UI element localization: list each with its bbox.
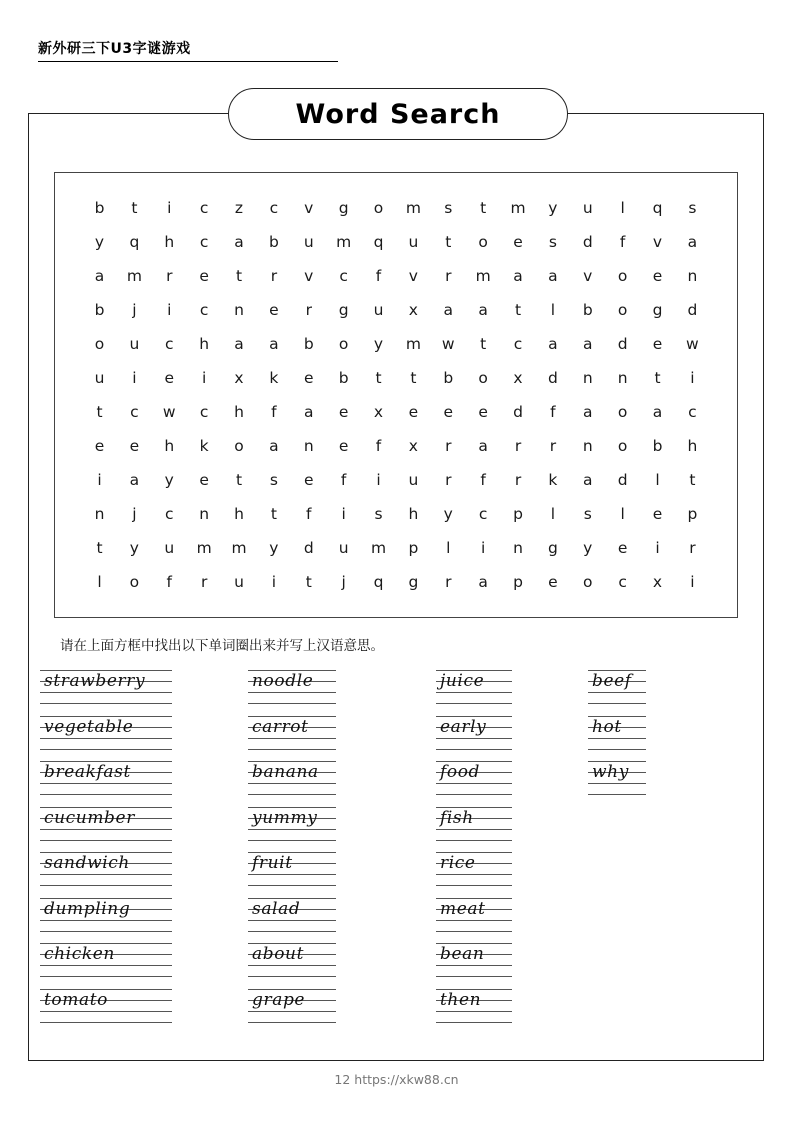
grid-cell[interactable]: a — [583, 335, 593, 353]
grid-cell[interactable]: d — [617, 471, 628, 489]
grid-cell[interactable]: m — [126, 267, 142, 285]
grid-cell[interactable]: u — [234, 573, 244, 591]
grid-cell[interactable]: t — [689, 471, 696, 489]
grid-cell[interactable]: x — [408, 437, 418, 455]
grid-cell[interactable]: n — [199, 505, 210, 523]
grid-cell[interactable]: a — [687, 233, 698, 251]
grid-cell[interactable]: u — [94, 369, 105, 387]
grid-row — [89, 463, 703, 497]
grid-cell[interactable]: m — [475, 267, 491, 285]
grid-row — [89, 395, 703, 429]
word-entry[interactable] — [436, 937, 588, 983]
grid-cell[interactable]: c — [339, 267, 348, 285]
grid-cell[interactable]: z — [234, 199, 244, 217]
word-entry[interactable] — [40, 801, 248, 847]
grid-cell[interactable]: b — [268, 233, 279, 251]
grid-cell[interactable]: f — [619, 233, 626, 251]
grid-cell[interactable]: y — [94, 233, 105, 251]
grid-cell[interactable]: r — [270, 267, 278, 285]
grid-cell[interactable]: d — [582, 233, 593, 251]
word-label: carrot — [252, 716, 309, 737]
word-entry[interactable] — [40, 983, 248, 1029]
word-entry[interactable] — [248, 846, 436, 892]
grid-cell[interactable]: y — [443, 505, 453, 523]
grid-cell[interactable]: u — [164, 539, 175, 557]
grid-cell[interactable]: b — [652, 437, 663, 455]
grid-row — [89, 429, 703, 463]
worksheet-title: Word Search — [295, 98, 501, 130]
document-header — [38, 38, 338, 62]
grid-cell[interactable]: u — [303, 233, 314, 251]
grid-cell[interactable]: e — [478, 403, 488, 421]
grid-cell[interactable]: g — [652, 301, 663, 319]
grid-cell[interactable]: c — [199, 199, 209, 217]
word-entry[interactable] — [436, 892, 588, 938]
grid-cell[interactable]: a — [583, 403, 593, 421]
grid-cell[interactable]: e — [338, 403, 349, 421]
grid-cell[interactable]: w — [162, 403, 176, 421]
word-label: chicken — [44, 944, 115, 964]
grid-cell[interactable]: c — [199, 403, 209, 421]
grid-cell[interactable]: x — [408, 301, 418, 319]
grid-cell[interactable]: n — [303, 437, 314, 455]
word-column — [588, 664, 728, 1028]
grid-row — [89, 293, 703, 327]
word-label: vegetable — [44, 716, 134, 737]
grid-cell[interactable]: k — [199, 437, 209, 455]
grid-row — [89, 497, 703, 531]
grid-row — [89, 225, 703, 259]
grid-cell[interactable]: t — [514, 301, 522, 319]
grid-cell[interactable]: o — [234, 437, 244, 455]
grid-cell[interactable]: o — [94, 335, 105, 353]
grid-cell[interactable]: i — [132, 369, 137, 387]
grid-cell[interactable]: e — [652, 267, 663, 285]
grid-cell[interactable]: m — [196, 539, 212, 557]
grid-cell[interactable]: e — [303, 471, 314, 489]
grid-cell[interactable]: c — [199, 301, 209, 319]
word-entry[interactable] — [248, 664, 436, 710]
word-entry[interactable] — [436, 983, 588, 1029]
grid-row — [89, 565, 703, 599]
grid-cell[interactable]: i — [97, 471, 102, 489]
word-entry[interactable] — [40, 664, 248, 710]
grid-cell[interactable]: a — [234, 233, 244, 251]
grid-cell[interactable]: d — [547, 369, 558, 387]
grid-cell[interactable]: i — [271, 573, 277, 591]
grid-cell[interactable]: l — [446, 539, 451, 557]
grid-cell[interactable]: c — [130, 403, 139, 421]
document-title: 新外研三下U3字谜游戏 — [38, 41, 191, 57]
word-entry[interactable] — [436, 755, 588, 801]
word-label: juice — [440, 671, 485, 691]
grid-cell[interactable]: e — [617, 539, 628, 557]
grid-row — [89, 259, 703, 293]
grid-cell[interactable]: e — [199, 267, 209, 285]
grid-cell[interactable]: i — [655, 539, 660, 557]
word-entry[interactable] — [436, 801, 588, 847]
grid-cell[interactable]: y — [164, 471, 174, 489]
word-entry[interactable] — [248, 801, 436, 847]
grid-cell[interactable]: a — [548, 335, 558, 353]
word-label: hot — [592, 716, 622, 737]
grid-cell[interactable]: o — [478, 233, 488, 251]
word-label: banana — [252, 762, 319, 782]
grid-cell[interactable]: o — [129, 573, 140, 591]
grid-cell[interactable]: r — [549, 437, 557, 455]
grid-cell[interactable]: s — [444, 199, 453, 217]
grid-cell[interactable]: t — [235, 267, 243, 285]
grid-cell[interactable]: o — [338, 335, 349, 353]
grid-cell[interactable]: v — [652, 233, 663, 251]
grid-cell[interactable]: c — [199, 233, 209, 251]
word-entry[interactable] — [40, 846, 248, 892]
word-entry[interactable] — [436, 846, 588, 892]
grid-cell[interactable]: o — [373, 199, 384, 217]
grid-cell[interactable]: h — [164, 233, 175, 251]
grid-cell[interactable]: s — [583, 505, 592, 523]
word-label: meat — [440, 898, 486, 919]
grid-cell[interactable]: m — [231, 539, 247, 557]
grid-cell[interactable]: t — [480, 199, 487, 217]
grid-cell[interactable]: x — [652, 573, 663, 591]
grid-cell[interactable]: m — [336, 233, 352, 251]
grid-cell[interactable]: a — [269, 437, 279, 455]
word-entry[interactable] — [248, 892, 436, 938]
grid-cell[interactable]: i — [376, 471, 381, 489]
page-footer: 12 https://xkw88.cn — [334, 1072, 459, 1087]
grid-cell[interactable]: u — [373, 301, 384, 319]
grid-cell[interactable]: l — [655, 471, 660, 489]
grid-cell[interactable]: j — [341, 573, 346, 591]
grid-cell[interactable]: c — [618, 573, 627, 591]
grid-cell[interactable]: w — [441, 335, 455, 353]
grid-cell[interactable]: b — [582, 301, 593, 319]
word-entry[interactable] — [248, 983, 436, 1029]
grid-cell[interactable]: u — [582, 199, 593, 217]
grid-cell[interactable]: e — [269, 301, 279, 319]
grid-cell[interactable]: n — [513, 539, 523, 557]
word-label: sandwich — [44, 853, 130, 873]
grid-cell[interactable]: i — [480, 539, 486, 557]
grid-cell[interactable]: u — [338, 539, 349, 557]
grid-row — [89, 327, 703, 361]
worksheet-title-badge — [228, 88, 568, 140]
word-label: cucumber — [44, 807, 135, 828]
word-list — [40, 664, 752, 1028]
word-entry[interactable] — [248, 755, 436, 801]
word-entry[interactable] — [436, 664, 588, 710]
word-label: salad — [252, 898, 301, 919]
grid-cell[interactable]: v — [408, 267, 418, 285]
grid-cell[interactable]: e — [164, 369, 175, 387]
grid-cell[interactable]: i — [690, 369, 695, 387]
grid-cell[interactable]: k — [548, 471, 558, 489]
grid-cell[interactable]: u — [408, 233, 419, 251]
grid-cell[interactable]: c — [688, 403, 697, 421]
grid-cell[interactable]: v — [304, 267, 314, 285]
grid-cell[interactable]: u — [129, 335, 140, 353]
grid-cell[interactable]: s — [688, 199, 697, 217]
grid-cell[interactable]: l — [620, 505, 625, 523]
grid-cell[interactable]: n — [582, 437, 593, 455]
grid-cell[interactable]: o — [617, 437, 628, 455]
grid-cell[interactable]: x — [234, 369, 244, 387]
grid-cell[interactable]: x — [513, 369, 523, 387]
grid-row — [89, 361, 703, 395]
grid-cell[interactable]: r — [305, 301, 312, 319]
grid-cell[interactable]: f — [375, 267, 382, 285]
grid-cell[interactable]: w — [686, 335, 699, 353]
word-entry[interactable] — [40, 937, 248, 983]
word-entry[interactable] — [588, 710, 728, 756]
grid-row — [89, 531, 703, 565]
grid-cell[interactable]: h — [234, 403, 244, 421]
grid-cell[interactable]: v — [304, 199, 314, 217]
word-label: why — [592, 762, 629, 782]
grid-cell[interactable]: a — [304, 403, 314, 421]
grid-cell[interactable]: m — [405, 335, 421, 353]
grid-cell[interactable]: f — [271, 403, 277, 421]
grid-cell[interactable]: l — [620, 199, 625, 217]
grid-cell[interactable]: e — [129, 437, 140, 455]
grid-cell[interactable]: f — [340, 471, 347, 489]
grid-cell[interactable]: i — [201, 369, 207, 387]
grid-cell[interactable]: u — [408, 471, 419, 489]
word-search-grid-box — [54, 172, 738, 618]
grid-cell[interactable]: a — [129, 471, 140, 489]
grid-cell[interactable]: r — [445, 471, 452, 489]
grid-cell[interactable]: a — [478, 301, 488, 319]
grid-cell[interactable]: y — [129, 539, 139, 557]
grid-cell[interactable]: k — [269, 369, 279, 387]
grid-cell[interactable]: s — [374, 505, 383, 523]
word-entry[interactable] — [248, 937, 436, 983]
grid-cell[interactable]: a — [234, 335, 244, 353]
grid-cell[interactable]: f — [550, 403, 556, 421]
grid-cell[interactable]: e — [199, 471, 209, 489]
grid-cell[interactable]: e — [94, 437, 105, 455]
grid-cell[interactable]: r — [689, 539, 696, 557]
word-entry[interactable] — [40, 710, 248, 756]
grid-cell[interactable]: h — [234, 505, 244, 523]
grid-cell[interactable]: a — [583, 471, 593, 489]
word-entry[interactable] — [40, 892, 248, 938]
grid-cell[interactable]: p — [513, 505, 523, 523]
grid-cell[interactable]: e — [652, 335, 663, 353]
grid-cell[interactable]: a — [478, 573, 488, 591]
grid-cell[interactable]: t — [235, 471, 243, 489]
grid-cell[interactable]: s — [548, 233, 557, 251]
grid-cell[interactable]: h — [199, 335, 210, 353]
grid-cell[interactable]: r — [514, 437, 522, 455]
grid-cell[interactable]: q — [652, 199, 663, 217]
grid-cell[interactable]: b — [94, 301, 105, 319]
grid-cell[interactable]: o — [617, 301, 628, 319]
word-label: bean — [440, 944, 485, 964]
grid-cell[interactable]: t — [410, 369, 417, 387]
word-label: grape — [252, 989, 306, 1010]
instruction-text: 请在上面方框中找出以下单词圈出来并写上汉语意思。 — [60, 638, 384, 654]
grid-cell[interactable]: q — [373, 233, 384, 251]
grid-cell[interactable]: t — [131, 199, 138, 217]
grid-cell[interactable]: f — [306, 505, 312, 523]
grid-cell[interactable]: d — [303, 539, 314, 557]
grid-cell[interactable]: t — [96, 539, 103, 557]
grid-cell[interactable]: e — [408, 403, 419, 421]
grid-cell[interactable]: j — [132, 505, 137, 523]
grid-cell[interactable]: h — [408, 505, 419, 523]
word-label: then — [440, 989, 482, 1010]
grid-cell[interactable]: b — [338, 369, 349, 387]
word-entry[interactable] — [436, 710, 588, 756]
grid-cell[interactable]: o — [617, 403, 628, 421]
grid-cell[interactable]: c — [269, 199, 279, 217]
grid-cell[interactable]: t — [654, 369, 661, 387]
word-search-grid[interactable] — [55, 173, 737, 617]
grid-cell[interactable]: m — [405, 199, 421, 217]
grid-cell[interactable]: r — [445, 437, 452, 455]
word-column — [436, 664, 588, 1028]
grid-cell[interactable]: h — [687, 437, 698, 455]
grid-cell[interactable]: j — [132, 301, 137, 319]
grid-cell[interactable]: c — [513, 335, 523, 353]
word-entry[interactable] — [588, 755, 728, 801]
word-label: beef — [592, 671, 632, 691]
grid-cell[interactable]: c — [164, 335, 174, 353]
grid-cell[interactable]: t — [480, 335, 487, 353]
word-entry[interactable] — [40, 755, 248, 801]
grid-cell[interactable]: c — [164, 505, 174, 523]
grid-cell[interactable]: a — [548, 267, 558, 285]
grid-cell[interactable]: e — [443, 403, 454, 421]
grid-cell[interactable]: r — [166, 267, 173, 285]
grid-cell[interactable]: a — [513, 267, 523, 285]
grid-cell[interactable]: f — [480, 471, 486, 489]
grid-cell[interactable]: r — [200, 573, 208, 591]
grid-cell[interactable]: p — [687, 505, 698, 523]
grid-cell[interactable]: l — [550, 505, 556, 523]
word-label: yummy — [252, 807, 318, 828]
word-label: noodle — [252, 671, 314, 691]
grid-cell[interactable]: b — [94, 199, 105, 217]
grid-cell[interactable]: t — [96, 403, 103, 421]
grid-cell[interactable]: e — [548, 573, 558, 591]
word-label: rice — [440, 853, 476, 873]
grid-row — [89, 191, 703, 225]
grid-cell[interactable]: q — [129, 233, 140, 251]
grid-cell[interactable]: t — [375, 369, 382, 387]
grid-cell[interactable]: c — [478, 505, 488, 523]
grid-cell[interactable]: l — [550, 301, 556, 319]
word-column — [40, 664, 248, 1028]
grid-cell[interactable]: o — [617, 267, 628, 285]
grid-cell[interactable]: b — [303, 335, 314, 353]
word-label: strawberry — [44, 671, 146, 691]
grid-cell[interactable]: t — [445, 233, 452, 251]
grid-cell[interactable]: q — [373, 573, 384, 591]
word-label: breakfast — [44, 762, 131, 782]
word-label: about — [252, 944, 305, 964]
grid-cell[interactable]: f — [166, 573, 172, 591]
grid-cell[interactable]: d — [513, 403, 523, 421]
grid-cell[interactable]: x — [373, 403, 384, 421]
word-label: fruit — [252, 853, 293, 873]
word-entry[interactable] — [588, 664, 728, 710]
grid-cell[interactable]: a — [652, 403, 663, 421]
word-label: dumpling — [44, 898, 131, 919]
grid-cell[interactable]: i — [341, 505, 346, 523]
grid-cell[interactable]: e — [513, 233, 523, 251]
grid-cell[interactable]: s — [269, 471, 278, 489]
grid-cell[interactable]: r — [445, 573, 452, 591]
word-label: fish — [440, 807, 474, 828]
grid-cell[interactable]: n — [94, 505, 105, 523]
grid-cell[interactable]: o — [478, 369, 488, 387]
grid-cell[interactable]: i — [690, 573, 695, 591]
grid-cell[interactable]: o — [583, 573, 593, 591]
grid-cell[interactable]: e — [303, 369, 314, 387]
grid-cell[interactable]: y — [548, 199, 558, 217]
grid-cell[interactable]: n — [687, 267, 698, 285]
grid-cell[interactable]: p — [513, 573, 523, 591]
grid-cell[interactable]: t — [305, 573, 312, 591]
grid-cell[interactable]: g — [338, 301, 349, 319]
word-label: tomato — [44, 989, 108, 1010]
grid-cell[interactable]: g — [408, 573, 419, 591]
grid-cell[interactable]: y — [373, 335, 384, 353]
grid-cell[interactable]: m — [370, 539, 387, 557]
grid-cell[interactable]: n — [617, 369, 628, 387]
grid-cell[interactable]: y — [269, 539, 279, 557]
grid-cell[interactable]: i — [167, 301, 172, 319]
grid-cell[interactable]: e — [652, 505, 663, 523]
grid-cell[interactable]: g — [547, 539, 558, 557]
word-entry[interactable] — [248, 710, 436, 756]
grid-cell[interactable]: b — [443, 369, 454, 387]
grid-cell[interactable]: m — [510, 199, 526, 217]
word-label: early — [440, 716, 487, 737]
grid-cell[interactable]: d — [687, 301, 698, 319]
grid-cell[interactable]: d — [617, 335, 628, 353]
word-column — [248, 664, 436, 1028]
grid-cell[interactable]: t — [270, 505, 277, 523]
grid-cell[interactable]: n — [582, 369, 593, 387]
grid-cell[interactable]: g — [338, 199, 349, 217]
grid-cell[interactable]: a — [443, 301, 453, 319]
grid-cell[interactable]: a — [94, 267, 105, 285]
grid-cell[interactable]: a — [478, 437, 488, 455]
grid-cell[interactable]: i — [167, 199, 172, 217]
grid-cell[interactable]: r — [514, 471, 522, 489]
grid-cell[interactable]: l — [97, 573, 102, 591]
grid-cell[interactable]: a — [269, 335, 279, 353]
grid-cell[interactable]: v — [583, 267, 593, 285]
grid-cell[interactable]: p — [408, 539, 419, 557]
grid-cell[interactable]: r — [445, 267, 452, 285]
grid-cell[interactable]: e — [338, 437, 349, 455]
word-label: food — [440, 762, 481, 782]
grid-cell[interactable]: h — [164, 437, 175, 455]
grid-cell[interactable]: n — [234, 301, 244, 319]
grid-cell[interactable]: y — [583, 539, 593, 557]
grid-cell[interactable]: f — [375, 437, 382, 455]
